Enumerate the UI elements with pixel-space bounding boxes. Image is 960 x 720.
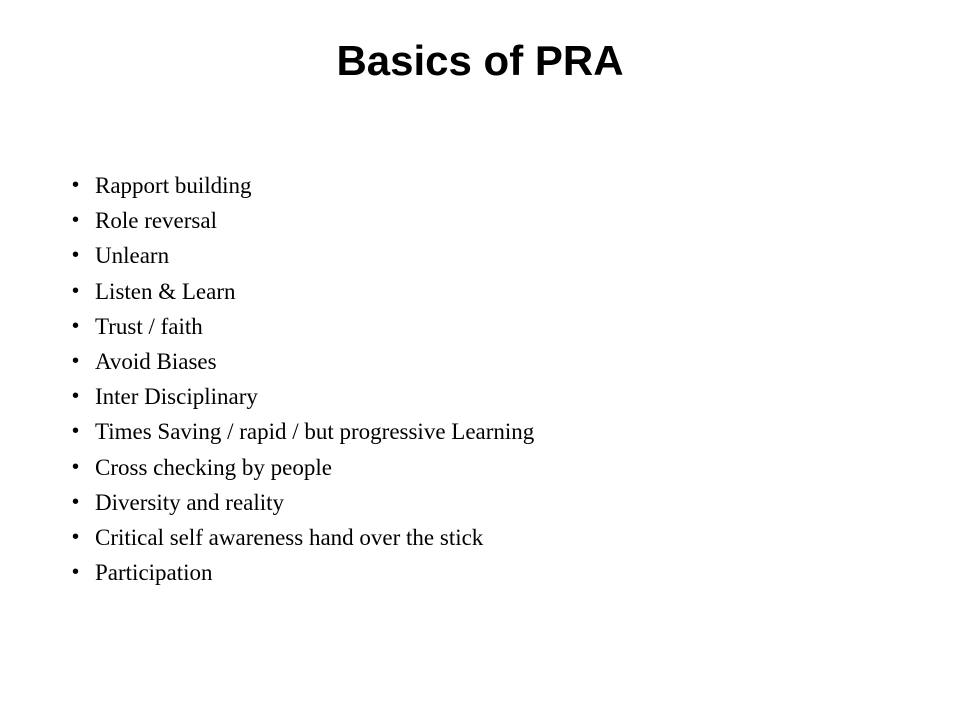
list-item — [66, 274, 926, 309]
bullet-icon: • — [72, 209, 80, 232]
list-item — [66, 450, 926, 485]
list-item-text: Trust / faith — [95, 313, 203, 339]
list-item — [66, 344, 926, 379]
bullet-icon: • — [72, 561, 80, 584]
list-item-text: Participation — [95, 560, 213, 586]
bullet-icon: • — [72, 455, 80, 478]
list-item — [66, 414, 926, 449]
list-item — [66, 309, 926, 344]
list-item-text: Avoid Biases — [95, 348, 217, 374]
bullet-icon: • — [72, 349, 80, 372]
bullet-icon: • — [72, 420, 80, 443]
list-item — [66, 203, 926, 238]
list-item-text: Critical self awareness hand over the stick — [95, 524, 484, 550]
bullet-list — [66, 168, 926, 590]
slide-title: Basics of PRA — [336, 37, 624, 84]
list-item-text: Diversity and reality — [95, 489, 285, 515]
list-item — [66, 520, 926, 555]
list-item-text: Rapport building — [95, 173, 252, 198]
list-item-text: Role reversal — [95, 208, 217, 234]
list-item-text: Listen & Learn — [95, 278, 236, 304]
list-item-text: Inter Disciplinary — [95, 384, 258, 410]
bullet-icon: • — [72, 174, 80, 196]
bullet-icon: • — [72, 244, 80, 267]
list-item-text: Times Saving / rapid / but progressive Learning — [95, 419, 535, 445]
bullet-icon: • — [72, 525, 80, 548]
list-item-text: Unlearn — [95, 243, 170, 269]
list-item — [66, 238, 926, 273]
bullet-icon: • — [72, 279, 80, 302]
bullet-icon: • — [72, 490, 80, 513]
bullet-icon: • — [72, 385, 80, 408]
list-item — [66, 485, 926, 520]
list-item — [66, 379, 926, 414]
list-item — [66, 168, 926, 203]
bullet-icon: • — [72, 314, 80, 337]
list-item — [66, 555, 926, 590]
list-item-text: Cross checking by people — [95, 454, 332, 480]
